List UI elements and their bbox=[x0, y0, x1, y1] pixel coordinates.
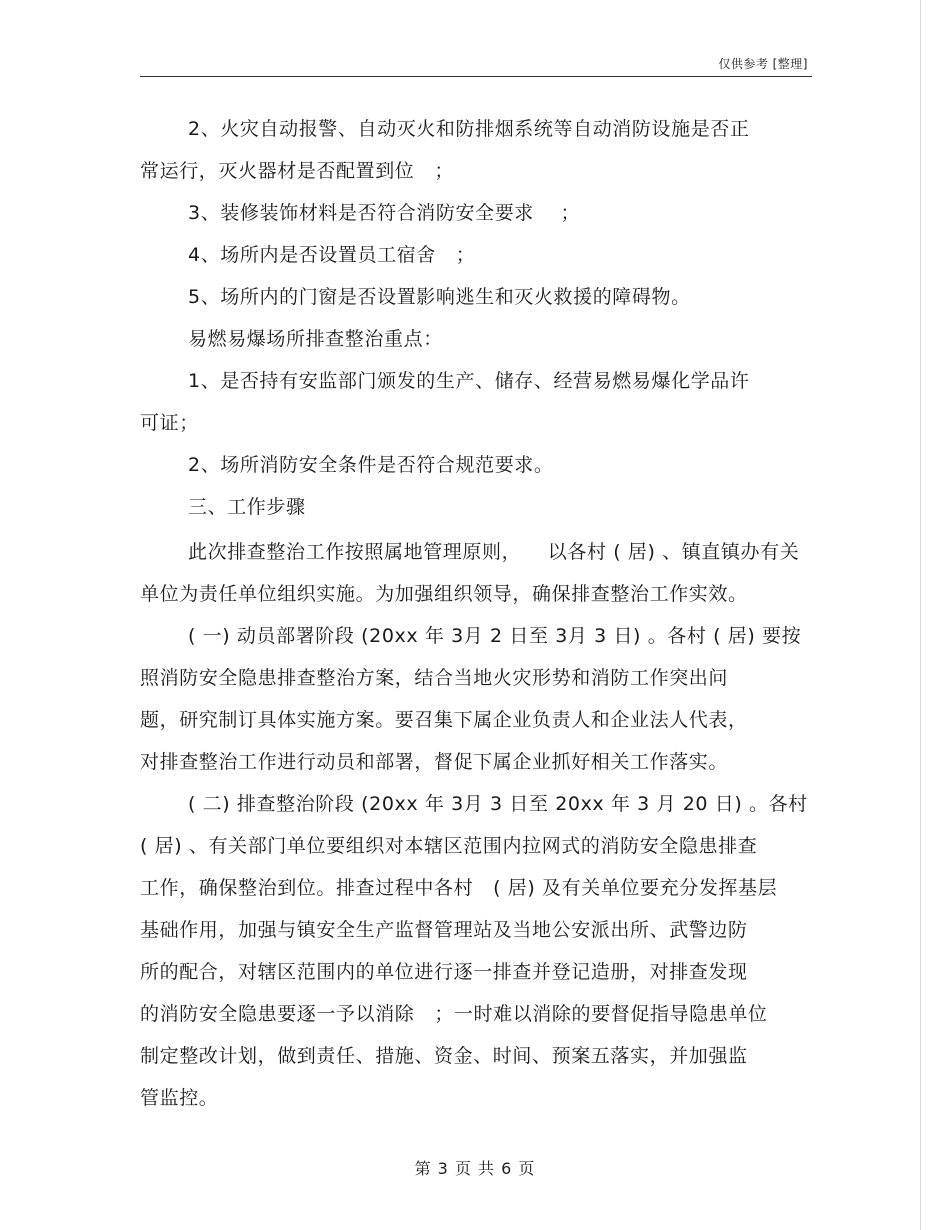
page-number-footer: 第 3 页 共 6 页 bbox=[414, 1159, 536, 1178]
body-line: 基础作用，加强与镇安全生产监督管理站及当地公安派出所、武警边防 bbox=[140, 919, 748, 941]
page-edge bbox=[920, 0, 921, 1230]
body-line: 制定整改计划，做到责任、措施、资金、时间、预案五落实，并加强监 bbox=[140, 1045, 748, 1067]
body-line: ( 居) 、有关部门单位要组织对本辖区范围内拉网式的消防安全隐患排查 bbox=[140, 835, 758, 857]
body-line: 所的配合，对辖区范围内的单位进行逐一排查并登记造册，对排查发现 bbox=[140, 961, 748, 983]
body-line: ( 二) 排查整治阶段 (20xx 年 3月 3 日至 20xx 年 3 月 20 日) 。各村 bbox=[188, 793, 808, 815]
section-heading: 易燃易爆场所排查整治重点： bbox=[188, 328, 443, 350]
body-line: 工作，确保整治到位。排查过程中各村 ( 居) 及有关单位要充分发挥基层 bbox=[140, 877, 778, 899]
body-line: 2、火灾自动报警、自动灭火和防排烟系统等自动消防设施是否正 bbox=[188, 118, 750, 140]
body-line: 单位为责任单位组织实施。为加强组织领导，确保排查整治工作实效。 bbox=[140, 583, 748, 605]
body-line: 题，研究制订具体实施方案。要召集下属企业负责人和企业法人代表， bbox=[140, 709, 748, 731]
body-line: 5、场所内的门窗是否设置影响逃生和灭火救援的障碍物。 bbox=[188, 286, 691, 308]
section-heading: 三、工作步骤 bbox=[188, 496, 306, 518]
body-line: 可证； bbox=[140, 412, 199, 434]
header-divider bbox=[140, 76, 812, 77]
body-line: 此次排查整治工作按照属地管理原则， 以各村 ( 居) 、镇直镇办有关 bbox=[188, 541, 800, 563]
body-line: 2、场所消防安全条件是否符合规范要求。 bbox=[188, 454, 554, 476]
body-line: 3、装修装饰材料是否符合消防安全要求 ； bbox=[188, 202, 581, 224]
body-line: 的消防安全隐患要逐一予以消除 ；一时难以消除的要督促指导隐患单位 bbox=[140, 1003, 768, 1025]
body-line: 常运行，灭火器材是否配置到位 ； bbox=[140, 160, 454, 182]
body-line: 4、场所内是否设置员工宿舍 ； bbox=[188, 244, 476, 266]
page-header: 仅供参考 [整理] bbox=[718, 57, 808, 71]
body-line: ( 一) 动员部署阶段 (20xx 年 3月 2 日至 3月 3 日) 。各村 ( 居) 要按 bbox=[188, 625, 802, 647]
body-line: 对排查整治工作进行动员和部署，督促下属企业抓好相关工作落实。 bbox=[140, 751, 729, 773]
body-line: 管监控。 bbox=[140, 1087, 219, 1109]
body-line: 照消防安全隐患排查整治方案，结合当地火灾形势和消防工作突出问 bbox=[140, 667, 729, 689]
body-line: 1、是否持有安监部门颁发的生产、储存、经营易燃易爆化学品许 bbox=[188, 370, 750, 392]
